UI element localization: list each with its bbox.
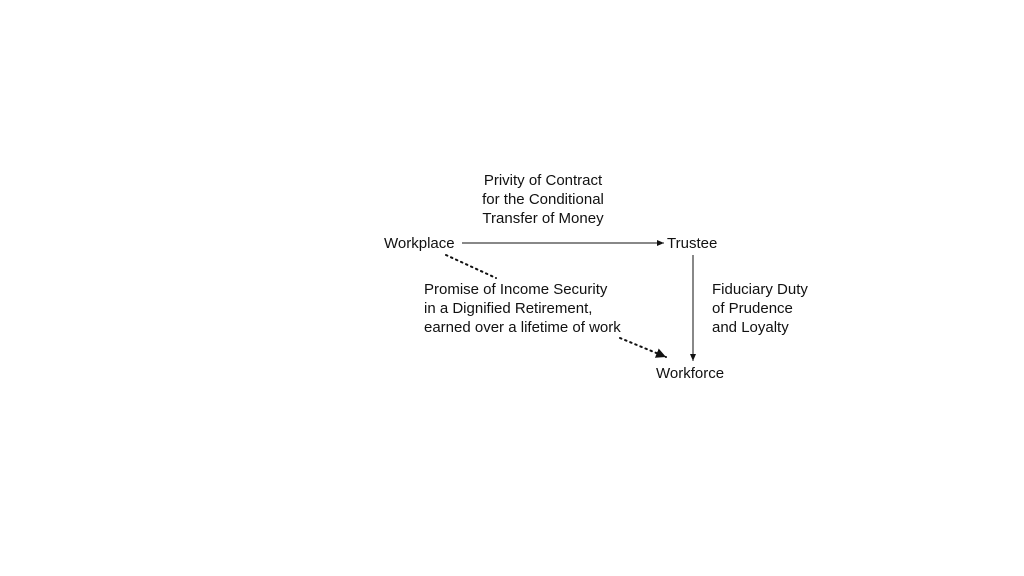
edge-label-promise	[424, 280, 621, 337]
edge-workplace-to-workforce-lower	[620, 338, 666, 357]
node-workplace: Workplace	[384, 235, 455, 252]
edge-label-promise-line-1: Promise of Income Security	[424, 281, 608, 298]
node-trustee: Trustee	[667, 235, 718, 252]
edge-label-fiduciary-line-2: of Prudence	[712, 300, 793, 317]
edge-label-promise-line-3: earned over a lifetime of work	[424, 319, 621, 336]
edge-label-promise-line-2: in a Dignified Retirement,	[424, 300, 593, 317]
node-workforce: Workforce	[656, 365, 725, 382]
edge-label-fiduciary-line-3: and Loyalty	[712, 319, 789, 336]
edge-label-contract	[443, 171, 643, 228]
edge-label-contract-line-1: Privity of Contract	[483, 172, 603, 189]
edge-label-contract-line-2: for the Conditional	[482, 191, 604, 208]
edge-label-contract-line-3: Transfer of Money	[482, 210, 604, 227]
edge-label-fiduciary-line-1: Fiduciary Duty	[712, 281, 808, 298]
edge-workplace-to-workforce-upper	[446, 255, 496, 278]
edge-label-fiduciary	[712, 280, 808, 337]
